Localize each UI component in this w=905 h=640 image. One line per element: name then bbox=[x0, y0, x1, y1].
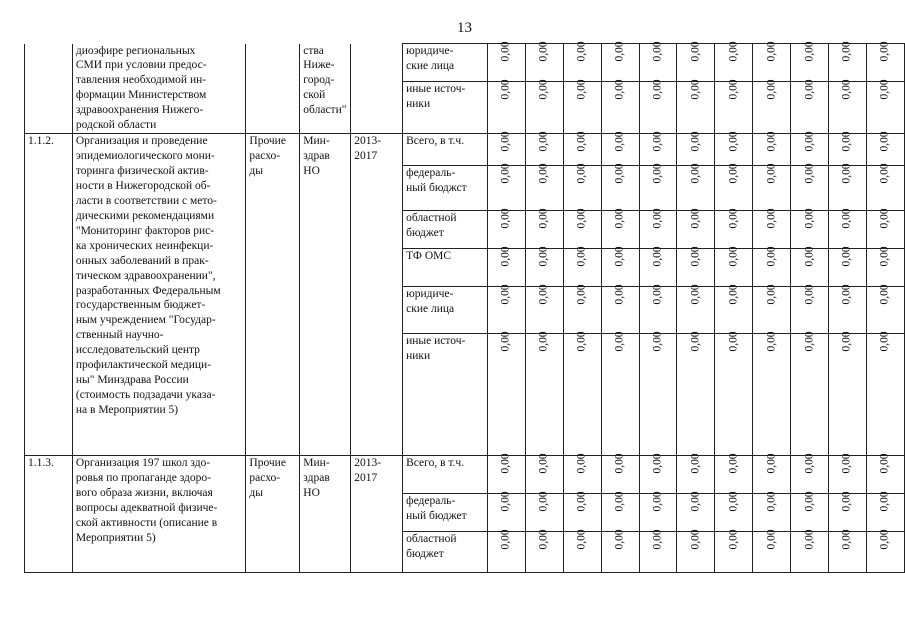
amount-cell bbox=[525, 163, 563, 211]
amount-cell bbox=[715, 453, 753, 494]
amount-value: 0,00 bbox=[841, 163, 854, 184]
amount-cell bbox=[715, 284, 753, 334]
amount-cell bbox=[791, 491, 829, 532]
amount-cell bbox=[866, 491, 904, 532]
amount-value: 0,00 bbox=[651, 331, 664, 352]
amount-value: 0,00 bbox=[841, 131, 854, 152]
amount-value: 0,00 bbox=[651, 208, 664, 229]
description-cell: диоэфире региональных СМИ при условии предос- тавления необходимой ин- формации Министерством здравоохранения Нижего- родской области bbox=[72, 44, 246, 134]
amount-value: 0,00 bbox=[879, 131, 891, 152]
amount-value: 0,00 bbox=[537, 284, 550, 305]
amount-value: 0,00 bbox=[613, 246, 626, 267]
amount-value: 0,00 bbox=[689, 453, 702, 474]
amount-cell bbox=[525, 79, 563, 134]
amount-cell bbox=[791, 284, 829, 334]
amount-cell bbox=[639, 284, 677, 334]
amount-value: 0,00 bbox=[727, 331, 740, 352]
amount-cell bbox=[563, 41, 601, 82]
funding-source-label: федераль- ный бюджст bbox=[403, 166, 488, 211]
amount-value: 0,00 bbox=[765, 529, 778, 550]
amount-value: 0,00 bbox=[689, 79, 702, 100]
amount-cell bbox=[829, 131, 867, 166]
table-row bbox=[25, 456, 905, 494]
amount-cell bbox=[715, 208, 753, 249]
amount-cell bbox=[791, 131, 829, 166]
amount-value: 0,00 bbox=[689, 284, 702, 305]
amount-value: 0,00 bbox=[613, 453, 626, 474]
amount-cell bbox=[601, 79, 639, 134]
amount-value: 0,00 bbox=[803, 453, 816, 474]
amount-cell bbox=[563, 163, 601, 211]
amount-cell bbox=[601, 246, 639, 287]
amount-cell bbox=[487, 246, 525, 287]
amount-value: 0,00 bbox=[841, 331, 854, 352]
executor-cell: ства Ниже- город- ской области" bbox=[300, 44, 351, 134]
amount-value: 0,00 bbox=[879, 491, 891, 512]
amount-cell bbox=[677, 491, 715, 532]
amount-value: 0,00 bbox=[803, 163, 816, 184]
amount-cell bbox=[866, 246, 904, 287]
amount-value: 0,00 bbox=[651, 491, 664, 512]
amount-value: 0,00 bbox=[613, 163, 626, 184]
amount-cell bbox=[601, 208, 639, 249]
funding-source-label: иные источ- ники bbox=[403, 82, 488, 134]
amount-cell bbox=[715, 491, 753, 532]
amount-value: 0,00 bbox=[765, 208, 778, 229]
amount-cell bbox=[753, 453, 791, 494]
amount-value: 0,00 bbox=[803, 131, 816, 152]
amount-cell bbox=[829, 331, 867, 456]
amount-cell bbox=[525, 331, 563, 456]
amount-value: 0,00 bbox=[575, 163, 588, 184]
amount-value: 0,00 bbox=[651, 529, 664, 550]
amount-cell bbox=[753, 208, 791, 249]
amount-value: 0,00 bbox=[613, 491, 626, 512]
amount-cell bbox=[677, 529, 715, 573]
amount-value: 0,00 bbox=[689, 208, 702, 229]
amount-value: 0,00 bbox=[765, 453, 778, 474]
amount-value: 0,00 bbox=[727, 208, 740, 229]
amount-value: 0,00 bbox=[689, 41, 702, 62]
amount-value: 0,00 bbox=[727, 246, 740, 267]
amount-value: 0,00 bbox=[689, 529, 702, 550]
amount-cell bbox=[791, 246, 829, 287]
amount-value: 0,00 bbox=[651, 453, 664, 474]
amount-value: 0,00 bbox=[841, 529, 854, 550]
amount-value: 0,00 bbox=[841, 79, 854, 100]
amount-cell bbox=[639, 331, 677, 456]
expense-category-cell: Прочие расхо- ды bbox=[246, 134, 300, 456]
period-cell: 2013- 2017 bbox=[351, 134, 403, 456]
amount-value: 0,00 bbox=[765, 41, 778, 62]
amount-cell bbox=[525, 284, 563, 334]
amount-value: 0,00 bbox=[499, 246, 512, 267]
amount-cell bbox=[677, 284, 715, 334]
amount-cell bbox=[866, 163, 904, 211]
amount-cell bbox=[866, 131, 904, 166]
amount-cell bbox=[829, 41, 867, 82]
amount-cell bbox=[487, 163, 525, 211]
amount-cell bbox=[525, 246, 563, 287]
amount-value: 0,00 bbox=[651, 41, 664, 62]
amount-value: 0,00 bbox=[575, 331, 588, 352]
amount-cell bbox=[677, 246, 715, 287]
amount-cell bbox=[601, 41, 639, 82]
funding-source-label: федераль- ный бюджет bbox=[403, 494, 488, 532]
amount-value: 0,00 bbox=[803, 246, 816, 267]
amount-value: 0,00 bbox=[537, 491, 550, 512]
amount-value: 0,00 bbox=[537, 529, 550, 550]
amount-cell bbox=[753, 246, 791, 287]
amount-cell bbox=[639, 529, 677, 573]
amount-cell bbox=[601, 163, 639, 211]
funding-source-label: ТФ ОМС bbox=[403, 249, 488, 287]
amount-value: 0,00 bbox=[879, 41, 891, 62]
expense-category-cell bbox=[246, 44, 300, 134]
amount-cell bbox=[639, 163, 677, 211]
amount-cell bbox=[791, 79, 829, 134]
amount-value: 0,00 bbox=[879, 208, 891, 229]
amount-value: 0,00 bbox=[841, 284, 854, 305]
amount-cell bbox=[866, 331, 904, 456]
period-cell: 2013- 2017 bbox=[351, 456, 403, 573]
amount-cell bbox=[563, 246, 601, 287]
amount-value: 0,00 bbox=[537, 208, 550, 229]
amount-value: 0,00 bbox=[499, 163, 512, 184]
amount-value: 0,00 bbox=[499, 331, 512, 352]
amount-value: 0,00 bbox=[689, 246, 702, 267]
funding-source-label: областной бюджет bbox=[403, 211, 488, 249]
amount-value: 0,00 bbox=[879, 79, 891, 100]
amount-value: 0,00 bbox=[499, 284, 512, 305]
amount-cell bbox=[753, 41, 791, 82]
description-cell: Организация 197 школ здо- ровья по пропаганде здоро- вого образа жизни, включая вопросы адекватной физиче- ской активности (описание в Мероприятии 5) bbox=[72, 456, 246, 573]
amount-value: 0,00 bbox=[727, 529, 740, 550]
amount-cell bbox=[829, 208, 867, 249]
amount-cell bbox=[715, 41, 753, 82]
amount-value: 0,00 bbox=[727, 453, 740, 474]
amount-value: 0,00 bbox=[879, 284, 891, 305]
amount-cell bbox=[525, 41, 563, 82]
amount-value: 0,00 bbox=[613, 284, 626, 305]
amount-cell bbox=[601, 453, 639, 494]
amount-cell bbox=[715, 131, 753, 166]
amount-cell bbox=[791, 453, 829, 494]
table-row bbox=[25, 44, 905, 82]
amount-value: 0,00 bbox=[727, 163, 740, 184]
amount-value: 0,00 bbox=[879, 246, 891, 267]
amount-cell bbox=[601, 131, 639, 166]
amount-cell bbox=[753, 79, 791, 134]
amount-cell bbox=[753, 529, 791, 573]
amount-value: 0,00 bbox=[499, 131, 512, 152]
amount-value: 0,00 bbox=[765, 163, 778, 184]
code-cell bbox=[25, 44, 73, 134]
amount-value: 0,00 bbox=[537, 331, 550, 352]
page-number: 13 bbox=[457, 20, 472, 36]
amount-value: 0,00 bbox=[841, 491, 854, 512]
amount-cell bbox=[753, 284, 791, 334]
code-cell: 1.1.3. bbox=[25, 456, 73, 573]
amount-value: 0,00 bbox=[689, 491, 702, 512]
amount-cell bbox=[487, 284, 525, 334]
amount-cell bbox=[677, 131, 715, 166]
amount-value: 0,00 bbox=[651, 163, 664, 184]
amount-value: 0,00 bbox=[879, 453, 891, 474]
amount-value: 0,00 bbox=[575, 79, 588, 100]
amount-cell bbox=[563, 284, 601, 334]
amount-value: 0,00 bbox=[803, 79, 816, 100]
amount-value: 0,00 bbox=[765, 491, 778, 512]
amount-cell bbox=[829, 491, 867, 532]
amount-value: 0,00 bbox=[727, 491, 740, 512]
amount-value: 0,00 bbox=[765, 284, 778, 305]
amount-cell bbox=[677, 453, 715, 494]
amount-value: 0,00 bbox=[803, 529, 816, 550]
amount-value: 0,00 bbox=[803, 491, 816, 512]
amount-value: 0,00 bbox=[499, 529, 512, 550]
amount-cell bbox=[829, 246, 867, 287]
amount-value: 0,00 bbox=[689, 131, 702, 152]
amount-cell bbox=[487, 79, 525, 134]
amount-cell bbox=[677, 208, 715, 249]
amount-value: 0,00 bbox=[499, 453, 512, 474]
amount-value: 0,00 bbox=[765, 79, 778, 100]
amount-cell bbox=[829, 79, 867, 134]
amount-cell bbox=[715, 163, 753, 211]
amount-cell bbox=[487, 453, 525, 494]
amount-cell bbox=[753, 331, 791, 456]
amount-value: 0,00 bbox=[613, 331, 626, 352]
funding-source-label: иные источ- ники bbox=[403, 334, 488, 456]
amount-cell bbox=[791, 163, 829, 211]
amount-value: 0,00 bbox=[841, 453, 854, 474]
amount-value: 0,00 bbox=[537, 131, 550, 152]
amount-value: 0,00 bbox=[651, 246, 664, 267]
amount-value: 0,00 bbox=[499, 208, 512, 229]
amount-value: 0,00 bbox=[689, 163, 702, 184]
amount-cell bbox=[677, 41, 715, 82]
amount-value: 0,00 bbox=[537, 246, 550, 267]
funding-source-label: юридиче- ские лица bbox=[403, 44, 488, 82]
amount-value: 0,00 bbox=[537, 79, 550, 100]
amount-value: 0,00 bbox=[499, 41, 512, 62]
amount-value: 0,00 bbox=[879, 163, 891, 184]
table-row bbox=[25, 134, 905, 166]
amount-value: 0,00 bbox=[727, 79, 740, 100]
amount-value: 0,00 bbox=[727, 284, 740, 305]
amount-cell bbox=[715, 79, 753, 134]
amount-value: 0,00 bbox=[575, 491, 588, 512]
funding-source-label: областной бюджет bbox=[403, 532, 488, 573]
financing-table bbox=[24, 43, 905, 573]
amount-cell bbox=[866, 529, 904, 573]
amount-value: 0,00 bbox=[613, 41, 626, 62]
amount-cell bbox=[715, 246, 753, 287]
amount-cell bbox=[753, 131, 791, 166]
amount-cell bbox=[791, 331, 829, 456]
amount-cell bbox=[866, 453, 904, 494]
amount-cell bbox=[639, 208, 677, 249]
amount-value: 0,00 bbox=[765, 246, 778, 267]
amount-cell bbox=[487, 491, 525, 532]
amount-cell bbox=[601, 284, 639, 334]
amount-cell bbox=[639, 491, 677, 532]
amount-cell bbox=[601, 529, 639, 573]
amount-cell bbox=[677, 163, 715, 211]
amount-cell bbox=[866, 208, 904, 249]
funding-source-label: юридиче- ские лица bbox=[403, 287, 488, 334]
amount-cell bbox=[487, 208, 525, 249]
amount-value: 0,00 bbox=[841, 41, 854, 62]
amount-cell bbox=[563, 208, 601, 249]
amount-cell bbox=[601, 331, 639, 456]
amount-cell bbox=[866, 284, 904, 334]
amount-value: 0,00 bbox=[727, 131, 740, 152]
amount-value: 0,00 bbox=[651, 131, 664, 152]
amount-cell bbox=[525, 491, 563, 532]
amount-cell bbox=[639, 246, 677, 287]
amount-value: 0,00 bbox=[575, 131, 588, 152]
amount-cell bbox=[487, 529, 525, 573]
amount-value: 0,00 bbox=[803, 284, 816, 305]
amount-cell bbox=[563, 491, 601, 532]
amount-value: 0,00 bbox=[575, 284, 588, 305]
amount-cell bbox=[791, 208, 829, 249]
amount-cell bbox=[715, 529, 753, 573]
amount-value: 0,00 bbox=[613, 529, 626, 550]
funding-source-label: Всего, в т.ч. bbox=[403, 456, 488, 494]
amount-cell bbox=[829, 529, 867, 573]
code-cell: 1.1.2. bbox=[25, 134, 73, 456]
amount-cell bbox=[639, 79, 677, 134]
amount-value: 0,00 bbox=[841, 208, 854, 229]
executor-cell: Мин- здрав НО bbox=[300, 456, 351, 573]
amount-cell bbox=[639, 131, 677, 166]
amount-value: 0,00 bbox=[613, 208, 626, 229]
amount-cell bbox=[829, 284, 867, 334]
amount-cell bbox=[677, 331, 715, 456]
amount-cell bbox=[829, 453, 867, 494]
expense-category-cell: Прочие расхо- ды bbox=[246, 456, 300, 573]
amount-cell bbox=[601, 491, 639, 532]
amount-value: 0,00 bbox=[689, 331, 702, 352]
amount-cell bbox=[563, 453, 601, 494]
executor-cell: Мин- здрав НО bbox=[300, 134, 351, 456]
amount-value: 0,00 bbox=[803, 208, 816, 229]
amount-cell bbox=[715, 331, 753, 456]
amount-value: 0,00 bbox=[765, 131, 778, 152]
amount-value: 0,00 bbox=[803, 331, 816, 352]
amount-value: 0,00 bbox=[499, 79, 512, 100]
amount-cell bbox=[753, 163, 791, 211]
amount-cell bbox=[525, 208, 563, 249]
amount-value: 0,00 bbox=[537, 41, 550, 62]
amount-cell bbox=[563, 331, 601, 456]
amount-value: 0,00 bbox=[575, 453, 588, 474]
description-cell: Организация и проведение эпидемиологического мони- торинга физической актив- ности в Нижегородской об- ласти в соответствии с мето- дическими рекомендациями "Мониторинг факторов рис- ка хронических неинфекци- онных заболеваний в прак- тическом здравоохранении", разработанных Федеральным государственным бюджет- ным учреждением "Государ- ственный научно- исследовательский центр профилактической медици- ны" Минздрава России (стоимость подзадачи указа- на в Мероприятии 5) bbox=[72, 134, 246, 456]
amount-cell bbox=[677, 79, 715, 134]
amount-cell bbox=[487, 131, 525, 166]
amount-cell bbox=[829, 163, 867, 211]
amount-value: 0,00 bbox=[575, 246, 588, 267]
amount-cell bbox=[866, 41, 904, 82]
amount-value: 0,00 bbox=[879, 331, 891, 352]
amount-cell bbox=[791, 41, 829, 82]
amount-value: 0,00 bbox=[765, 331, 778, 352]
amount-cell bbox=[866, 79, 904, 134]
amount-cell bbox=[639, 41, 677, 82]
amount-value: 0,00 bbox=[651, 284, 664, 305]
funding-source-label: Всего, в т.ч. bbox=[403, 134, 488, 166]
amount-value: 0,00 bbox=[651, 79, 664, 100]
amount-cell bbox=[487, 331, 525, 456]
amount-cell bbox=[525, 529, 563, 573]
amount-value: 0,00 bbox=[803, 41, 816, 62]
amount-value: 0,00 bbox=[537, 163, 550, 184]
amount-cell bbox=[563, 79, 601, 134]
amount-value: 0,00 bbox=[499, 491, 512, 512]
amount-cell bbox=[563, 529, 601, 573]
amount-value: 0,00 bbox=[575, 41, 588, 62]
amount-value: 0,00 bbox=[613, 131, 626, 152]
amount-cell bbox=[525, 131, 563, 166]
amount-cell bbox=[639, 453, 677, 494]
period-cell bbox=[351, 44, 403, 134]
amount-value: 0,00 bbox=[613, 79, 626, 100]
amount-cell bbox=[563, 131, 601, 166]
amount-cell bbox=[525, 453, 563, 494]
amount-value: 0,00 bbox=[841, 246, 854, 267]
amount-value: 0,00 bbox=[575, 529, 588, 550]
amount-cell bbox=[487, 41, 525, 82]
amount-value: 0,00 bbox=[537, 453, 550, 474]
amount-value: 0,00 bbox=[879, 529, 891, 550]
amount-cell bbox=[753, 491, 791, 532]
amount-cell bbox=[791, 529, 829, 573]
amount-value: 0,00 bbox=[727, 41, 740, 62]
amount-value: 0,00 bbox=[575, 208, 588, 229]
